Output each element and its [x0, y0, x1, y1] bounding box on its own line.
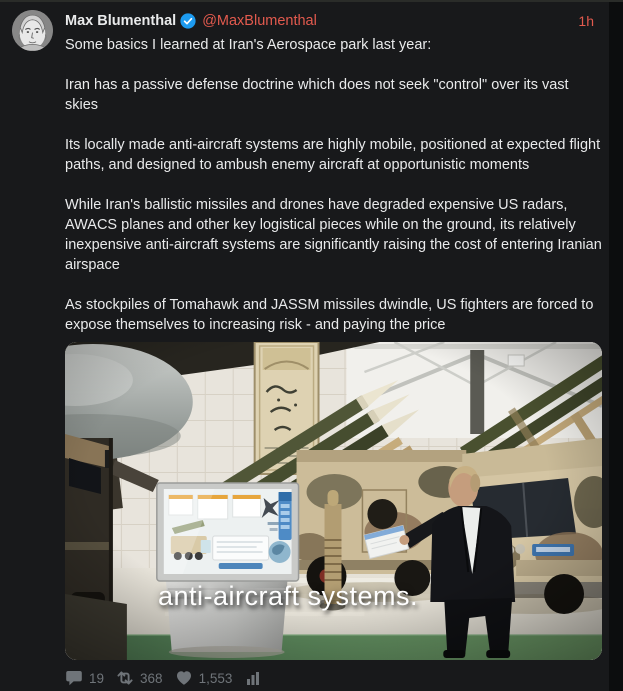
- tweet-paragraph: Its locally made anti-aircraft systems are highly mobile, positioned at expected flight paths, and designed to ambush enemy aircraft at opportunistic moments: [65, 137, 601, 173]
- page-gutter: [609, 2, 623, 691]
- tweet-text: [65, 35, 602, 335]
- analytics-button[interactable]: [244, 669, 262, 687]
- tweet-paragraph: Iran has a passive defense doctrine which does not seek "control" over its vast skies: [65, 77, 569, 113]
- video-vignette: [65, 342, 602, 660]
- like-button[interactable]: [175, 669, 233, 687]
- tweet-header: [65, 11, 602, 31]
- author-handle[interactable]: @MaxBlumenthal: [202, 13, 317, 29]
- avatar-sketch: [12, 10, 53, 51]
- tweet-media-video[interactable]: [65, 342, 602, 660]
- tweet-paragraph: Some basics I learned at Iran's Aerospace park last year:: [65, 37, 432, 53]
- retweet-button[interactable]: [116, 669, 163, 687]
- retweet-icon: [116, 669, 134, 687]
- video-subtitle: anti-aircraft systems.: [158, 581, 419, 611]
- reply-count: 19: [89, 670, 105, 686]
- avatar[interactable]: [12, 10, 53, 51]
- timestamp[interactable]: 1h: [578, 13, 594, 29]
- video-frame-exhibit-scene: [65, 342, 602, 660]
- tweet-paragraph: As stockpiles of Tomahawk and JASSM missiles dwindle, US fighters are forced to expose themselves to increasing risk - and paying the price: [65, 297, 594, 333]
- verified-badge-icon: [180, 13, 196, 29]
- tweet-paragraph: While Iran's ballistic missiles and drones have degraded expensive US radars, AWACS planes and other key logistical pieces while on the ground, its relatively inexpensive anti-aircraft systems are significantly raising the cost of entering Iranian airspace: [65, 197, 602, 273]
- reply-icon: [65, 669, 83, 687]
- reply-button[interactable]: [65, 669, 104, 687]
- engagement-bar: [65, 669, 602, 687]
- retweet-count: 368: [140, 670, 163, 686]
- analytics-icon: [244, 669, 262, 687]
- like-count: 1,553: [198, 670, 233, 686]
- like-icon: [175, 669, 193, 687]
- author-name[interactable]: Max Blumenthal: [65, 13, 177, 29]
